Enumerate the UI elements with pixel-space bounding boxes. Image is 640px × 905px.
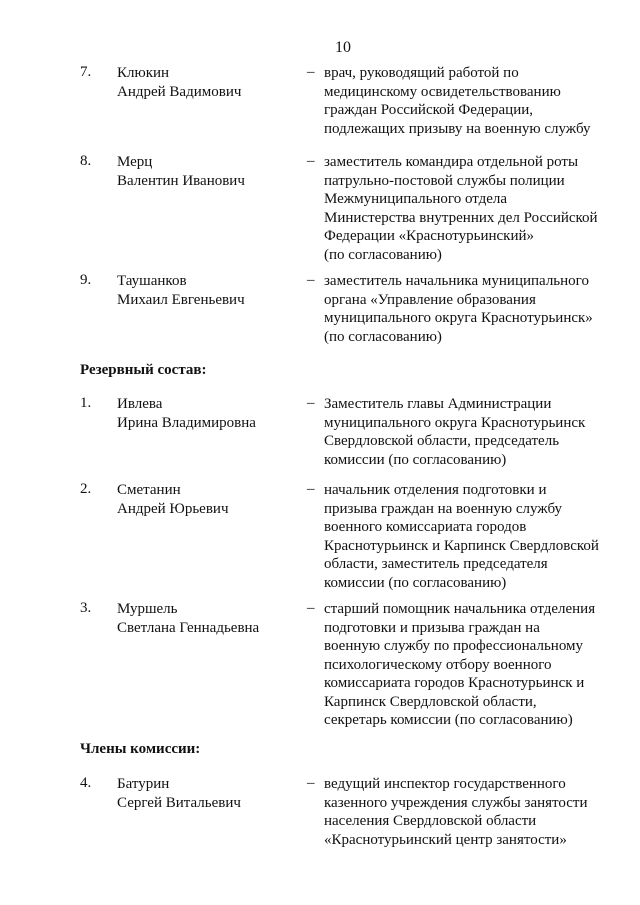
given-names: Ирина Владимировна	[117, 414, 256, 431]
description-line: комиссии (по согласованию)	[324, 451, 507, 468]
person-name	[117, 153, 245, 190]
page-number: 10	[335, 39, 351, 56]
description-line: военного комиссариата городов	[324, 519, 527, 535]
given-names: Сергей Витальевич	[117, 794, 241, 811]
surname: Сметанин	[117, 482, 181, 498]
description-line: начальник отделения подготовки и	[324, 482, 547, 498]
position-description	[324, 395, 624, 469]
given-names: Михаил Евгеньевич	[117, 291, 245, 308]
description-line: Карпинск Свердловской области,	[324, 693, 537, 710]
person-name	[117, 481, 229, 518]
surname: Таушанков	[117, 273, 187, 289]
position-description	[324, 153, 624, 264]
surname: Батурин	[117, 776, 170, 792]
surname: Клюкин	[117, 65, 170, 81]
entry-number: 8.	[80, 153, 92, 169]
description-line: подготовки и призыва граждан на	[324, 619, 540, 636]
section-heading-reserve: Резервный состав:	[80, 362, 207, 378]
dash-separator: –	[307, 775, 315, 791]
given-names: Светлана Геннадьевна	[117, 619, 260, 636]
person-name	[117, 775, 241, 812]
description-line: граждан Российской Федерации,	[324, 102, 534, 118]
position-description	[324, 775, 624, 849]
description-line: Межмуниципального отдела	[324, 191, 508, 207]
description-line: заместитель командира отдельной роты	[324, 154, 579, 170]
description-line: Свердловской области, председатель	[324, 433, 560, 449]
position-description	[324, 272, 624, 346]
description-line: ведущий инспектор государственного	[324, 776, 566, 792]
surname: Муршель	[117, 601, 178, 617]
description-line: заместитель начальника муниципального	[324, 273, 589, 289]
description-line: Заместитель главы Администрации	[324, 396, 552, 412]
person-name	[117, 600, 259, 637]
description-line: муниципального округа Краснотурьинск»	[324, 310, 593, 326]
surname: Ивлева	[117, 396, 163, 412]
given-names: Андрей Вадимович	[117, 83, 242, 100]
description-line: военную службу по профессиональному	[324, 638, 584, 654]
description-line: комиссариата городов Краснотурьинск и	[324, 675, 585, 691]
dash-separator: –	[307, 272, 315, 288]
position-description	[324, 600, 624, 730]
section-heading-members: Члены комиссии:	[80, 741, 201, 757]
dash-separator: –	[307, 395, 315, 411]
position-description	[324, 64, 624, 138]
surname: Мерц	[117, 154, 153, 170]
dash-separator: –	[307, 481, 315, 497]
description-line: населения Свердловской области	[324, 813, 537, 829]
description-line: области, заместитель председателя	[324, 556, 548, 572]
entry-number: 3.	[80, 600, 92, 616]
description-line: Краснотурьинск и Карпинск Свердловской	[324, 537, 599, 554]
description-line: казенного учреждения службы занятости	[324, 794, 588, 811]
entry-number: 4.	[80, 775, 92, 791]
position-description	[324, 481, 624, 592]
description-line: старший помощник начальника отделения	[324, 601, 596, 617]
description-line: (по согласованию)	[324, 328, 442, 345]
description-line: муниципального округа Краснотурьинск	[324, 414, 586, 431]
entry-number: 2.	[80, 481, 92, 497]
description-line: (по согласованию)	[324, 246, 442, 263]
entry-number: 1.	[80, 395, 92, 411]
description-line: призыва граждан на военную службу	[324, 500, 563, 517]
description-line: подлежащих призыву на военную службу	[324, 120, 591, 137]
dash-separator: –	[307, 64, 315, 80]
description-line: органа «Управление образования	[324, 291, 536, 308]
description-line: психологическому отбору военного	[324, 656, 552, 673]
given-names: Валентин Иванович	[117, 172, 245, 189]
dash-separator: –	[307, 153, 315, 169]
person-name	[117, 272, 245, 309]
description-line: врач, руководящий работой по	[324, 65, 519, 81]
description-line: комиссии (по согласованию)	[324, 574, 507, 591]
description-line: патрульно-постовой службы полиции	[324, 172, 565, 189]
person-name	[117, 64, 241, 101]
description-line: Министерства внутренних дел Российской	[324, 209, 598, 226]
entry-number: 7.	[80, 64, 92, 80]
dash-separator: –	[307, 600, 315, 616]
description-line: «Краснотурьинский центр занятости»	[324, 831, 567, 848]
description-line: Федерации «Краснотурьинский»	[324, 228, 534, 244]
description-line: секретарь комиссии (по согласованию)	[324, 712, 573, 728]
person-name	[117, 395, 256, 432]
entry-number: 9.	[80, 272, 92, 288]
description-line: медицинскому освидетельствованию	[324, 83, 561, 100]
given-names: Андрей Юрьевич	[117, 500, 229, 517]
